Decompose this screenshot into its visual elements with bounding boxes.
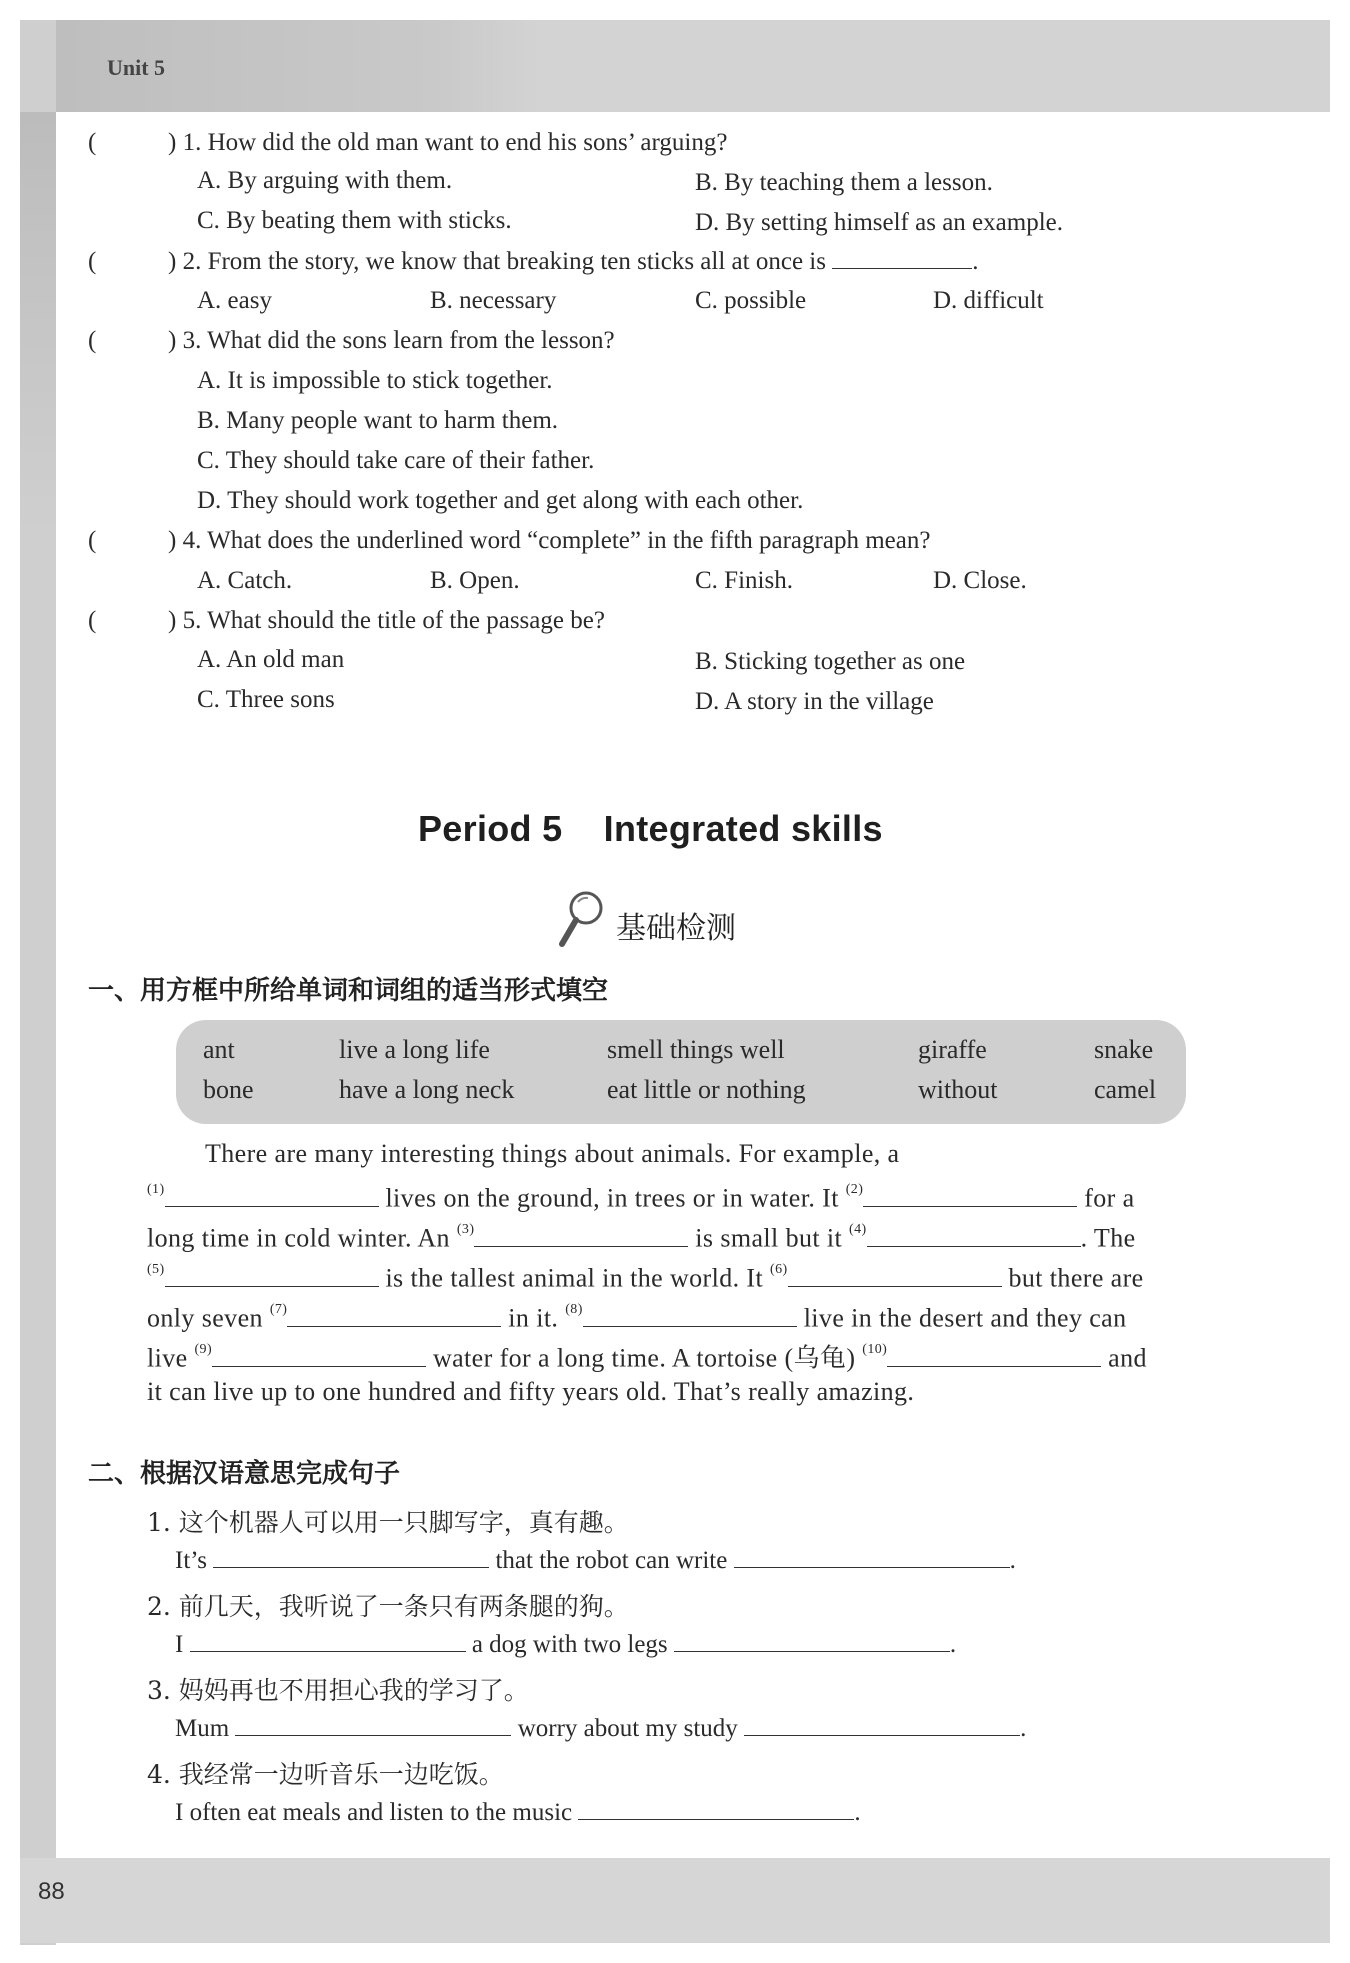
- question-stem: ) 2. From the story, we know that breaking ten sticks all at once is: [168, 248, 826, 275]
- option-d: D. They should work together and get along with each other.: [197, 487, 804, 514]
- word-bank-item: eat little or nothing: [607, 1075, 806, 1104]
- option-b: B. Many people want to harm them.: [197, 407, 559, 434]
- option-a: A. Catch.: [197, 567, 293, 594]
- blank-8[interactable]: [583, 1304, 797, 1327]
- blank-s2-1a[interactable]: [213, 1545, 489, 1568]
- blank-4[interactable]: [867, 1224, 1081, 1247]
- blank-s2-1b[interactable]: [734, 1545, 1010, 1568]
- blank-s2-3b[interactable]: [744, 1713, 1020, 1736]
- word-bank-item: smell things well: [607, 1035, 785, 1064]
- option-d: D. Close.: [933, 567, 1027, 594]
- passage-line: it can live up to one hundred and fifty years old. That’s really amazing.: [147, 1377, 915, 1406]
- question-4: [88, 526, 930, 556]
- section-2-heading: 二、根据汉语意思完成句子: [88, 1459, 401, 1489]
- period-title: Period 5 Integrated skills: [418, 808, 883, 849]
- option-b: B. By teaching them a lesson.: [695, 169, 993, 196]
- question-stem: ) 4. What does the underlined word “complete” in the fifth paragraph mean?: [168, 527, 931, 554]
- blank-3[interactable]: [474, 1224, 688, 1247]
- english-line-1: It’s that the robot can write .: [175, 1547, 1016, 1574]
- option-c: C. Three sons: [197, 686, 335, 713]
- magnifier-icon: [556, 888, 608, 948]
- english-line-2: I a dog with two legs .: [175, 1631, 957, 1658]
- word-bank-item: camel: [1094, 1075, 1157, 1104]
- passage-line: $^{(5)}$ is the tallest animal in the world. It $^{(6)}$ but there are: [147, 1262, 1144, 1293]
- answer-blank[interactable]: [832, 246, 972, 269]
- answer-paren[interactable]: (: [88, 527, 97, 554]
- word-bank-item: live a long life: [339, 1035, 490, 1064]
- passage-line: live $^{(9)}$ water for a long time. A tortoise (乌龟) $^{(10)}$ and: [147, 1342, 1147, 1373]
- option-c: C. Finish.: [695, 567, 793, 594]
- footer-band: [20, 1858, 1330, 1943]
- blank-s2-2a[interactable]: [190, 1629, 466, 1652]
- word-bank-item: snake: [1094, 1035, 1154, 1064]
- answer-paren[interactable]: (: [88, 327, 97, 354]
- blank-6[interactable]: [788, 1264, 1002, 1287]
- chinese-prompt-4: 4. 我经常一边听音乐一边吃饭。: [147, 1760, 504, 1789]
- question-stem: ) 1. How did the old man want to end his sons’ arguing?: [168, 129, 728, 156]
- page-number: 88: [38, 1878, 65, 1905]
- word-bank-item: ant: [203, 1035, 235, 1064]
- option-a: A. easy: [197, 287, 272, 314]
- passage-line: There are many interesting things about animals. For example, a: [205, 1139, 900, 1168]
- passage-line: long time in cold winter. An $^{(3)}$ is small but it $^{(4)}$ . The: [147, 1222, 1136, 1253]
- option-b: B. necessary: [430, 287, 557, 314]
- blank-5[interactable]: [165, 1264, 379, 1287]
- option-c: C. possible: [695, 287, 807, 314]
- blank-2[interactable]: [863, 1184, 1077, 1207]
- answer-paren[interactable]: (: [88, 607, 97, 634]
- blank-s2-2b[interactable]: [674, 1629, 950, 1652]
- option-a: A. By arguing with them.: [197, 167, 453, 194]
- option-c: C. By beating them with sticks.: [197, 207, 512, 234]
- english-line-4: I often eat meals and listen to the music .: [175, 1799, 861, 1826]
- blank-7[interactable]: [287, 1304, 501, 1327]
- question-1: [88, 128, 727, 158]
- section-badge-label: 基础检测: [616, 911, 736, 946]
- option-b: B. Open.: [430, 567, 520, 594]
- word-bank-item: have a long neck: [339, 1075, 515, 1104]
- answer-paren[interactable]: (: [88, 248, 97, 275]
- option-b: B. Sticking together as one: [695, 648, 966, 675]
- option-d: D. A story in the village: [695, 688, 934, 715]
- english-line-3: Mum worry about my study .: [175, 1715, 1027, 1742]
- blank-10[interactable]: [887, 1344, 1101, 1367]
- question-2: ( ) 2. From the story, we know that breaking ten sticks all at once is .: [88, 248, 979, 275]
- blank-s2-3a[interactable]: [235, 1713, 511, 1736]
- option-d: D. difficult: [933, 287, 1044, 314]
- answer-paren[interactable]: (: [88, 129, 97, 156]
- option-d: D. By setting himself as an example.: [695, 209, 1063, 236]
- left-margin-shade: [20, 112, 56, 532]
- word-bank-item: bone: [203, 1075, 254, 1104]
- blank-9[interactable]: [212, 1344, 426, 1367]
- unit-label: Unit 5: [107, 55, 166, 80]
- question-stem: ) 5. What should the title of the passage be?: [168, 607, 605, 634]
- question-5: [88, 606, 605, 636]
- word-bank-item: without: [918, 1075, 998, 1104]
- passage-line: only seven $^{(7)}$ in it. $^{(8)}$ live in the desert and they can: [147, 1302, 1127, 1333]
- blank-s2-4[interactable]: [578, 1797, 854, 1820]
- option-a: A. It is impossible to stick together.: [197, 367, 553, 394]
- section-1-heading: 一、用方框中所给单词和词组的适当形式填空: [88, 976, 609, 1006]
- blank-1[interactable]: [165, 1184, 379, 1207]
- chinese-prompt-3: 3. 妈妈再也不用担心我的学习了。: [147, 1676, 529, 1705]
- passage-line: $^{(1)}$ lives on the ground, in trees or in water. It $^{(2)}$ for a: [147, 1182, 1135, 1213]
- option-a: A. An old man: [197, 646, 345, 673]
- chinese-prompt-2: 2. 前几天，我听说了一条只有两条腿的狗。: [147, 1592, 629, 1621]
- question-3: [88, 326, 615, 356]
- word-bank-item: giraffe: [918, 1035, 987, 1064]
- option-c: C. They should take care of their father.: [197, 447, 595, 474]
- header-band-shade: [20, 20, 540, 112]
- chinese-prompt-1: 1. 这个机器人可以用一只脚写字，真有趣。: [147, 1508, 629, 1537]
- question-stem: ) 3. What did the sons learn from the lesson?: [168, 327, 615, 354]
